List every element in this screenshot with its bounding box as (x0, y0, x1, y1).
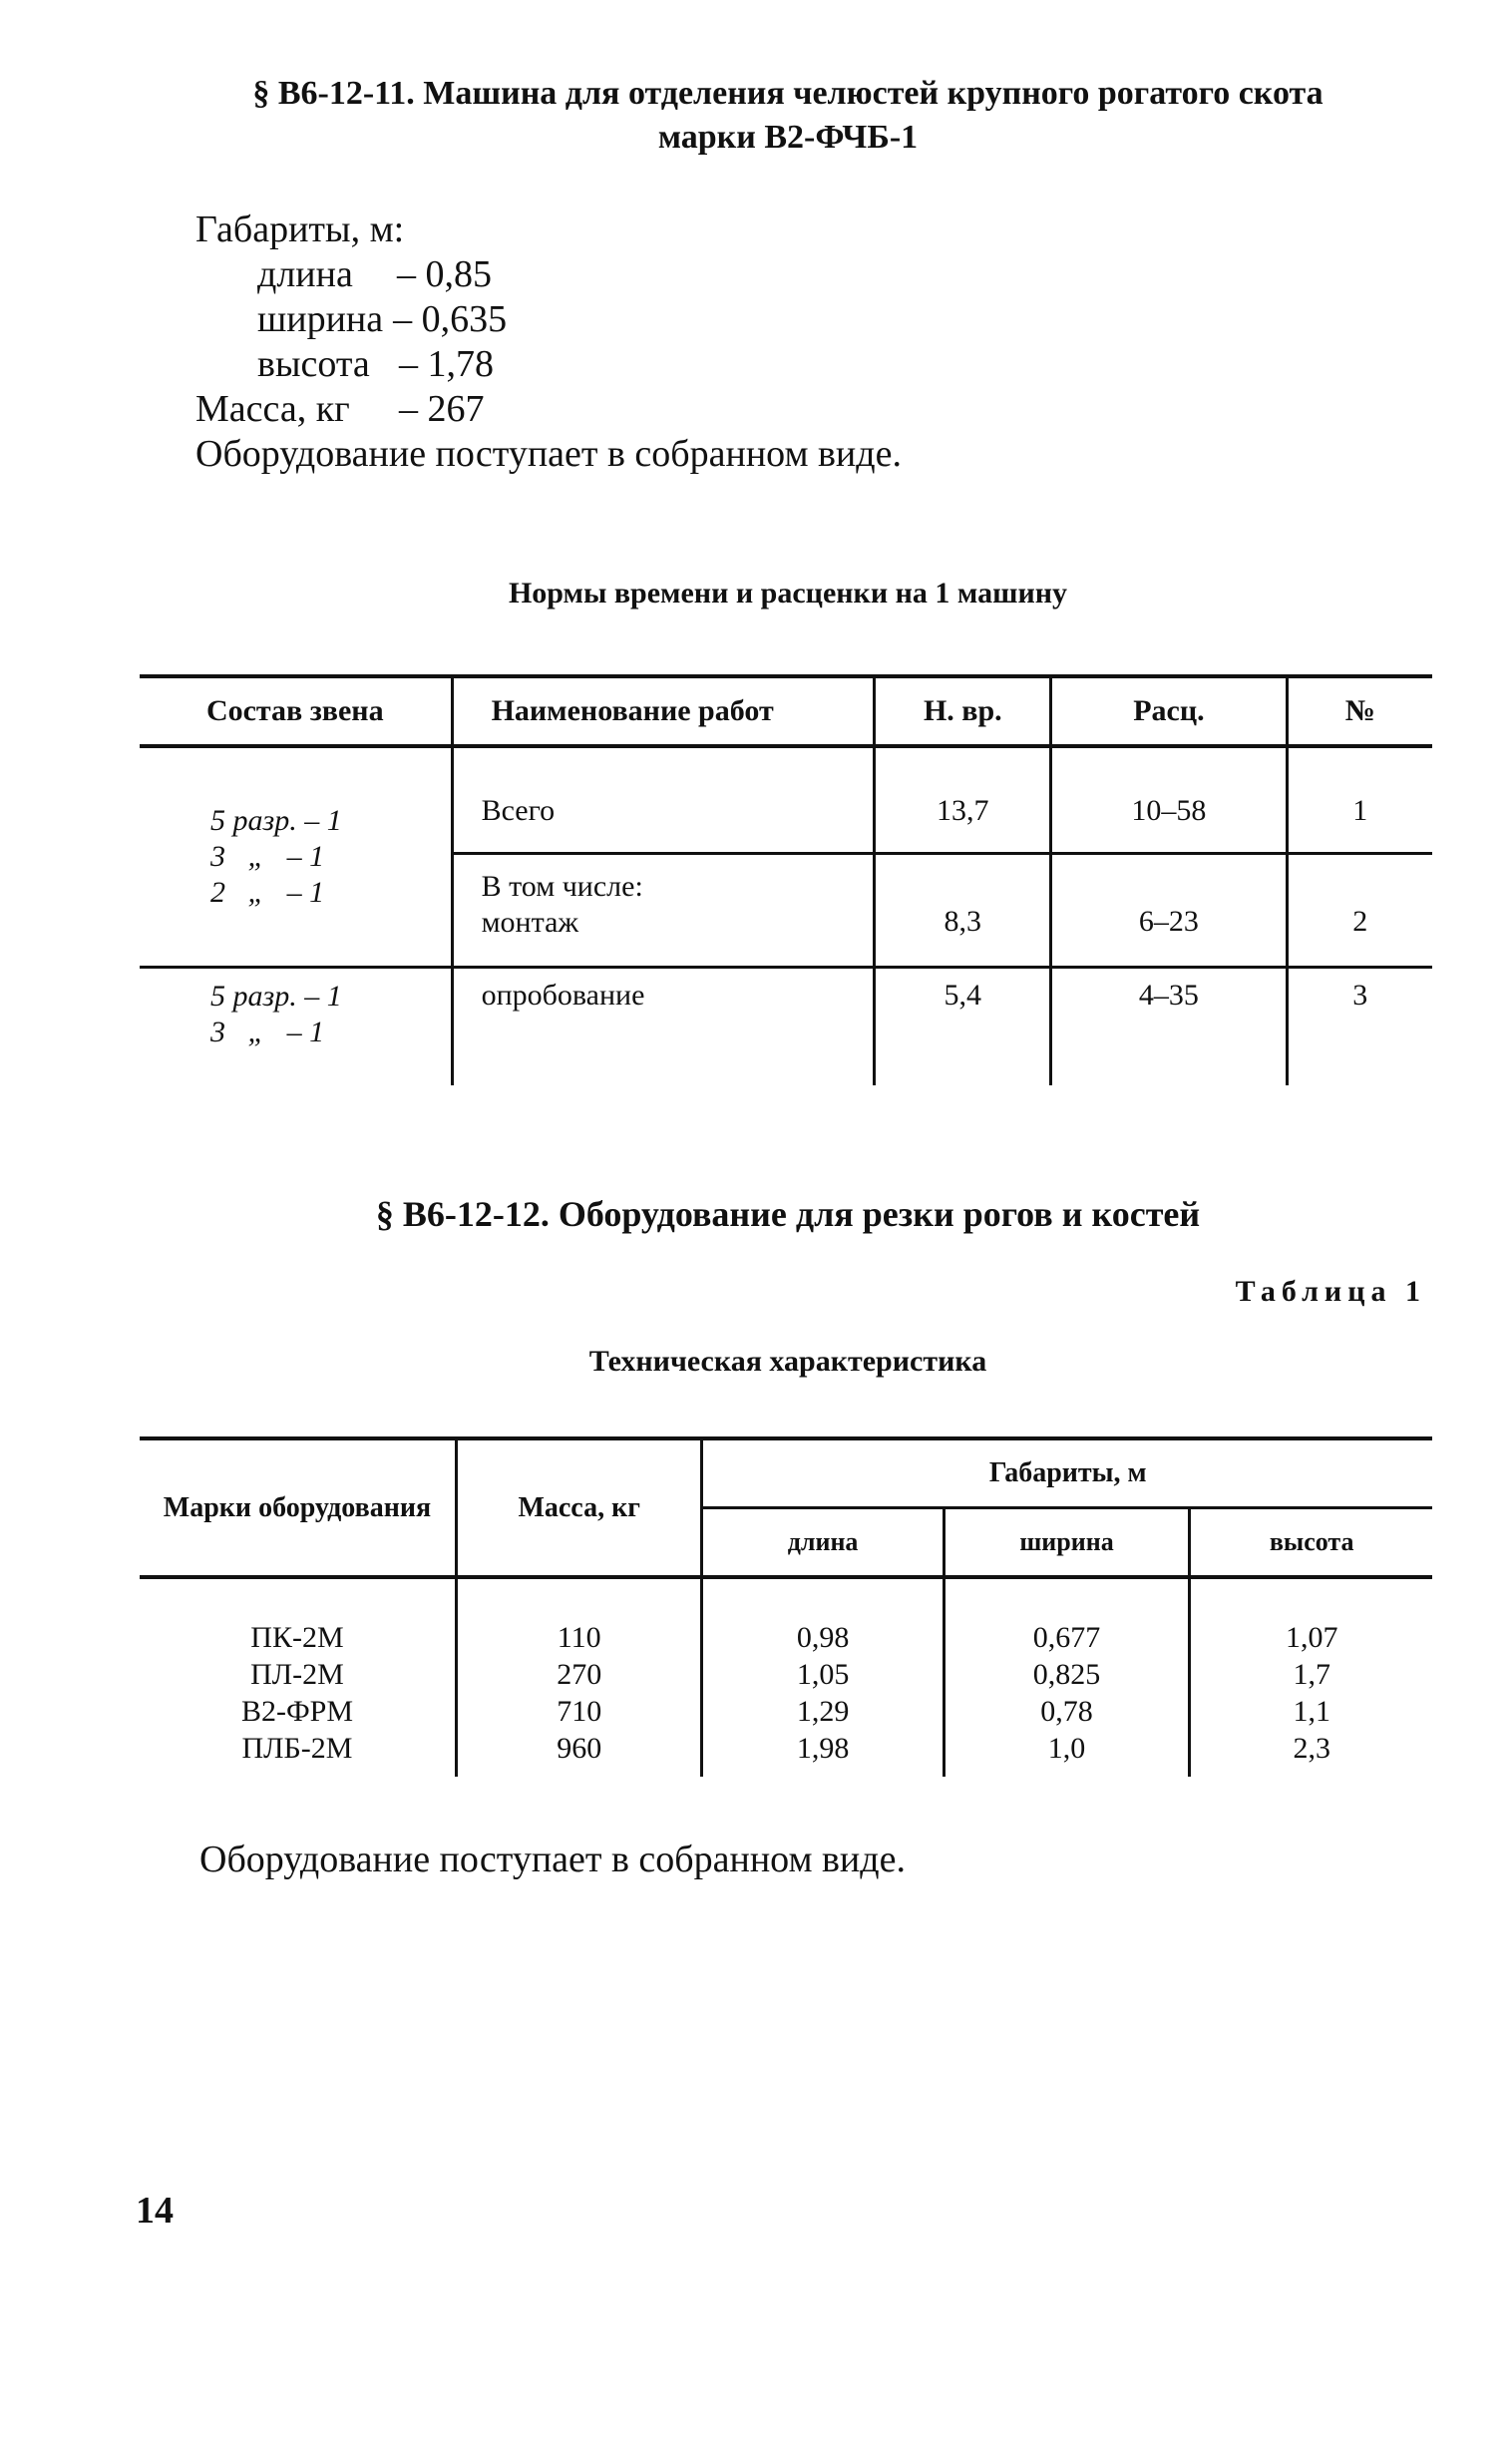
section-title-line2: марки В2-ФЧБ-1 (657, 119, 919, 156)
composition-line: 2 „ – 1 (210, 876, 325, 909)
composition-line: 5 разр. – 1 (210, 804, 342, 837)
col-header-work: Наименование работ (452, 676, 875, 746)
composition-line: 3 „ – 1 (210, 840, 325, 873)
tech-table-caption: Техническая характеристика (588, 1345, 987, 1378)
norms-table (140, 674, 1432, 1085)
length-value: 1,05 (796, 1658, 850, 1691)
col-header-time: Н. вр. (875, 676, 1051, 746)
mark-value: ПЛБ-2М (241, 1732, 353, 1765)
col-header-width: ширина (944, 1508, 1190, 1578)
time-cell: 13,7 (875, 746, 1051, 854)
dim-row-width (195, 297, 902, 342)
dim-value: – 0,85 (397, 253, 492, 295)
length-cell (702, 1577, 944, 1777)
col-header-length: длина (702, 1508, 944, 1578)
table-row (140, 746, 1432, 854)
mass-value: 960 (557, 1732, 602, 1765)
height-value: 1,07 (1285, 1621, 1338, 1654)
table-row (140, 968, 1432, 1085)
col-header-rate: Расц. (1051, 676, 1287, 746)
height-value: 2,3 (1293, 1732, 1330, 1765)
length-value: 0,98 (796, 1621, 850, 1654)
col-header-number: № (1287, 676, 1432, 746)
composition-line: 5 разр. – 1 (210, 980, 342, 1013)
number-cell: 3 (1287, 968, 1432, 1085)
width-value: 0,825 (1032, 1658, 1101, 1691)
height-value: 1,1 (1293, 1695, 1330, 1728)
mark-value: ПЛ-2М (250, 1658, 344, 1691)
col-header-dims: Габариты, м (702, 1438, 1432, 1508)
mass-label: Масса, кг (195, 388, 350, 430)
mass-value: 270 (557, 1658, 602, 1691)
composition-line: 3 „ – 1 (210, 1016, 325, 1048)
mark-value: В2-ФРМ (240, 1695, 353, 1728)
section-title-line1: § В6-12-11. Машина для отделения челюстей крупного рогатого скота (252, 75, 1323, 112)
section-title-b6-12-11 (160, 72, 1416, 160)
work-cell (452, 854, 875, 968)
width-value: 0,677 (1032, 1621, 1101, 1654)
dimensions-heading: Габариты, м: (195, 208, 405, 250)
height-value: 1,7 (1293, 1658, 1330, 1691)
dim-row-height (195, 342, 902, 387)
table-header-row (140, 676, 1432, 746)
number-cell: 1 (1287, 746, 1432, 854)
time-cell: 5,4 (875, 968, 1051, 1085)
work-cell: Всего (452, 746, 875, 854)
dim-row-length (195, 252, 902, 297)
dim-value: – 0,635 (393, 298, 508, 340)
mass-value: 110 (557, 1621, 601, 1654)
width-cell (944, 1577, 1190, 1777)
rate-cell: 6–23 (1051, 854, 1287, 968)
dim-label: длина (257, 253, 353, 295)
composition-cell (140, 746, 452, 968)
tech-characteristics-table (140, 1436, 1432, 1777)
work-subheading: В том числе: (481, 870, 643, 904)
dimensions-spec (195, 207, 902, 477)
length-value: 1,98 (796, 1732, 850, 1765)
time-cell: 8,3 (875, 854, 1051, 968)
mass-value: – 267 (399, 388, 485, 430)
mass-value: 710 (557, 1695, 602, 1728)
mass-cell (456, 1577, 702, 1777)
rate-cell: 10–58 (1051, 746, 1287, 854)
rate-cell: 4–35 (1051, 968, 1287, 1085)
col-header-mass: Масса, кг (456, 1438, 702, 1577)
number-cell: 2 (1287, 854, 1432, 968)
page-number: 14 (136, 2190, 174, 2232)
delivery-note: Оборудование поступает в собранном виде. (195, 433, 902, 475)
table-number-label: Таблица 1 (1235, 1275, 1426, 1308)
height-cell (1190, 1577, 1432, 1777)
section-title-b6-12-12: § В6-12-12. Оборудование для резки рогов и костей (375, 1194, 1201, 1234)
width-value: 1,0 (1047, 1732, 1086, 1765)
width-value: 0,78 (1040, 1695, 1093, 1728)
col-header-height: высота (1190, 1508, 1432, 1578)
table-header-row (140, 1438, 1432, 1508)
composition-cell (140, 968, 452, 1085)
length-value: 1,29 (796, 1695, 850, 1728)
dim-label: ширина (257, 298, 384, 340)
table-row (140, 1577, 1432, 1777)
dim-label: высота (257, 343, 370, 385)
work-cell: опробование (452, 968, 875, 1085)
dim-value: – 1,78 (399, 343, 494, 385)
col-header-marks: Марки оборудования (140, 1438, 456, 1577)
work-name: монтаж (481, 906, 579, 940)
delivery-note-2: Оборудование поступает в собранном виде. (199, 1839, 906, 1880)
norms-table-caption: Нормы времени и расценки на 1 машину (508, 577, 1068, 610)
col-header-composition: Состав звена (140, 676, 452, 746)
mass-row (195, 387, 902, 432)
mark-value: ПК-2М (250, 1621, 344, 1654)
marks-cell (140, 1577, 456, 1777)
